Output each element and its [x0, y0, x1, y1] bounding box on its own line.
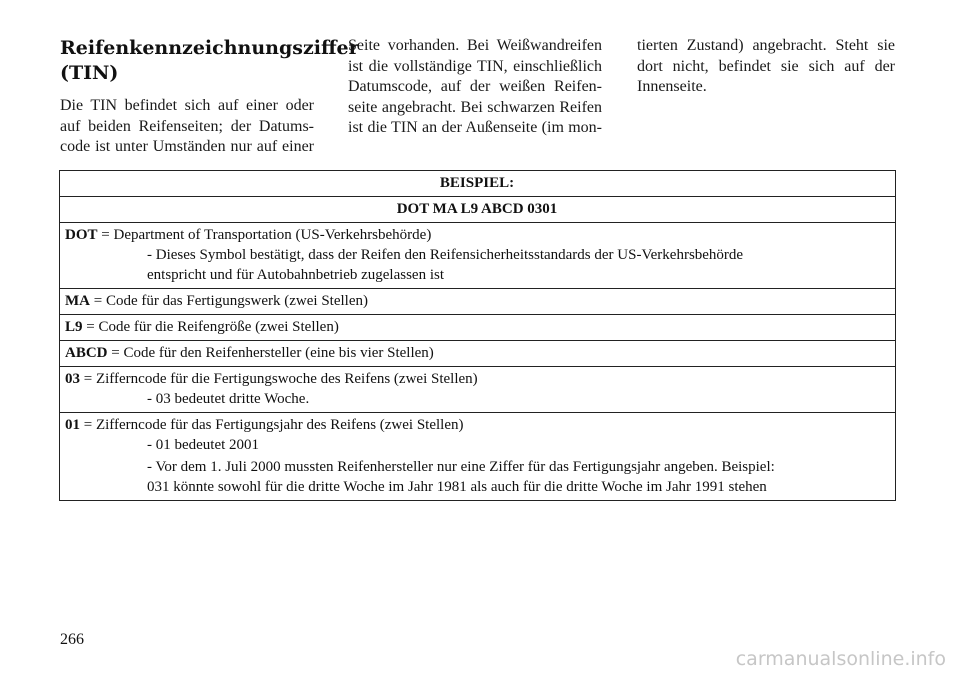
code-description: Department of Transportation (US-Verkehrsbehörde): [113, 227, 432, 243]
text-column-1: [60, 36, 359, 158]
code-key: ABCD: [65, 345, 108, 361]
table-title: BEISPIEL:: [60, 171, 896, 197]
text-line: tierten Zustand) angebracht. Steht sie: [637, 37, 895, 54]
table-cell: [60, 413, 896, 501]
sub-note-line: entspricht und für Autobahnbetrieb zugelassen ist: [147, 267, 445, 283]
code-key: DOT: [65, 227, 98, 243]
sub-note: [65, 435, 889, 455]
definition-line: [65, 415, 889, 435]
paragraph-col1: [60, 96, 314, 158]
equals-sign: =: [97, 227, 114, 243]
text-column-2: [348, 36, 602, 139]
tin-example-table: [59, 170, 896, 501]
sub-note-line: - 03 bedeutet dritte Woche.: [147, 391, 310, 407]
code-description: Zifferncode für die Fertigungswoche des Reifens (zwei Stellen): [95, 371, 478, 387]
text-line: dort nicht, befindet sie sich auf der: [637, 57, 895, 75]
text-line: ist die vollständige TIN, einschließlich: [348, 57, 602, 75]
text-line: code ist unter Umständen nur auf einer: [60, 138, 314, 155]
equals-sign: =: [80, 417, 96, 433]
table-example-code: DOT MA L9 ABCD 0301: [60, 197, 896, 223]
equals-sign: =: [90, 293, 106, 309]
definition-line: [65, 225, 889, 245]
code-key: L9: [65, 319, 83, 335]
text-line: Datumscode, auf der weißen Reifen-: [348, 78, 602, 95]
table-cell: [60, 315, 896, 341]
sub-note: [65, 389, 889, 409]
heading-line-1: Reifenkennzeichnungsziffer: [60, 37, 359, 59]
code-description: Code für die Reifengröße (zwei Stellen): [98, 319, 339, 335]
table-row: [60, 315, 896, 341]
sub-note: [65, 245, 889, 285]
definition-line: [65, 369, 889, 389]
code-description: Zifferncode für das Fertigungsjahr des Reifens (zwei Stellen): [95, 417, 464, 433]
text-line: Die TIN befindet sich auf einer oder: [60, 97, 314, 114]
code-description: Code für das Fertigungswerk (zwei Stellen): [105, 293, 368, 309]
text-line: ist die TIN an der Außenseite (im mon-: [348, 119, 602, 136]
text-line: Innenseite.: [637, 78, 707, 95]
watermark: carmanualsonline.info: [735, 648, 946, 670]
text-line: Seite vorhanden. Bei Weißwandreifen: [348, 37, 602, 54]
sub-note-line: - Vor dem 1. Juli 2000 mussten Reifenhersteller nur eine Ziffer für das Fertigungsjahr angeben. Beispiel:: [147, 459, 775, 475]
text-line: seite angebracht. Bei schwarzen Reifen: [348, 98, 602, 116]
sub-note-line: - 01 bedeutet 2001: [147, 437, 260, 453]
table-row: [60, 289, 896, 315]
paragraph-col2: [348, 36, 602, 139]
table-row: [60, 223, 896, 289]
code-key: 03: [65, 371, 80, 387]
table-title-row: [60, 171, 896, 197]
code-key: MA: [65, 293, 90, 309]
table-row: [60, 367, 896, 413]
section-heading: [60, 36, 359, 86]
definition-line: [65, 291, 889, 311]
code-description: Code für den Reifenhersteller (eine bis vier Stellen): [123, 345, 434, 361]
sub-note-line: 031 könnte sowohl für die dritte Woche im Jahr 1981 als auch für die dritte Woche im Jahr 1991 stehen: [147, 479, 767, 495]
definition-line: [65, 317, 889, 337]
paragraph-col3: [637, 36, 895, 98]
table-row: [60, 413, 896, 501]
table-cell: [60, 223, 896, 289]
page-number: 266: [60, 631, 84, 648]
text-line: auf beiden Reifenseiten; der Datums-: [60, 117, 314, 135]
equals-sign: =: [80, 371, 96, 387]
table-cell: [60, 367, 896, 413]
sub-note-line: - Dieses Symbol bestätigt, dass der Reifen den Reifensicherheitsstandards der US-Verkehrsbehörde: [147, 247, 744, 263]
table-row: [60, 341, 896, 367]
definition-line: [65, 343, 889, 363]
heading-line-2: (TIN): [60, 62, 119, 84]
code-key: 01: [65, 417, 80, 433]
equals-sign: =: [82, 319, 99, 335]
sub-note: [65, 457, 889, 497]
text-column-3: [637, 36, 895, 98]
table-cell: [60, 341, 896, 367]
table-example-row: [60, 197, 896, 223]
equals-sign: =: [107, 345, 124, 361]
table-cell: [60, 289, 896, 315]
